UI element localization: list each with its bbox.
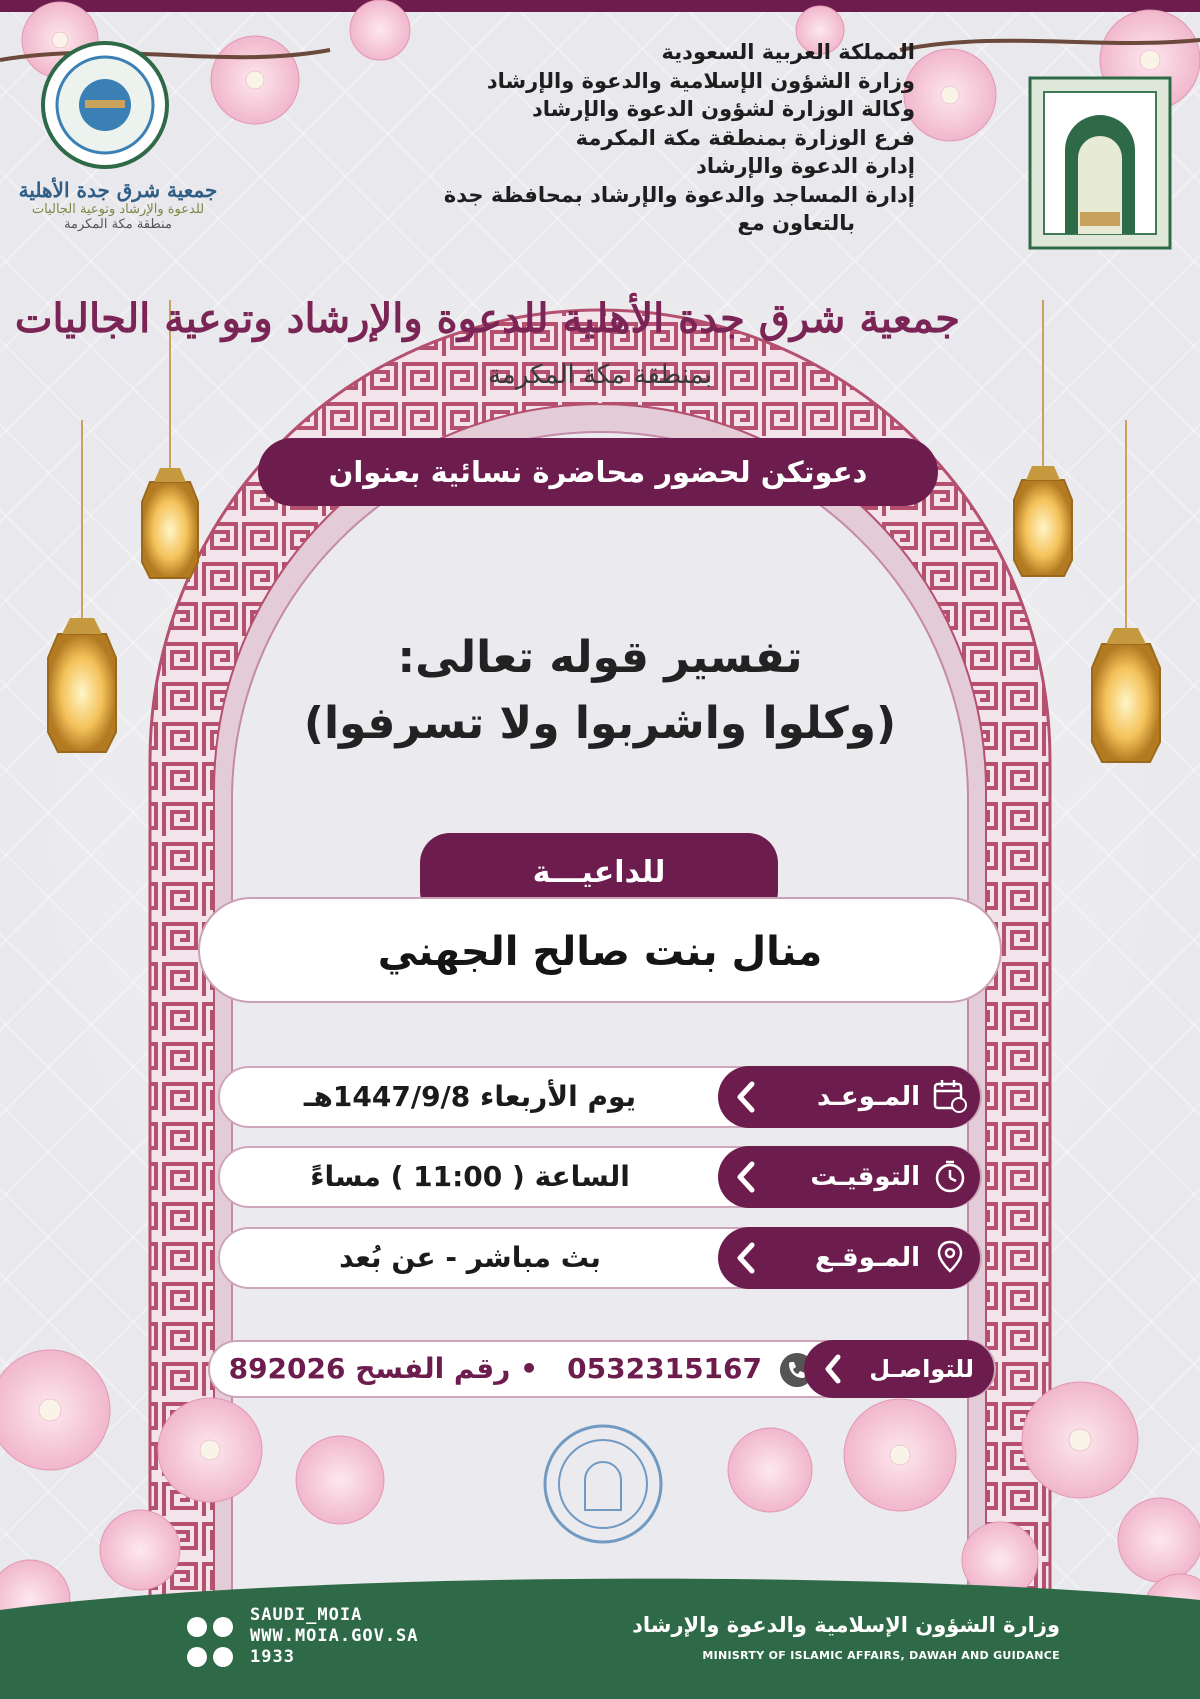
detail-row-location <box>218 1227 982 1289</box>
footer-contacts <box>250 1605 419 1668</box>
lantern-icon <box>1014 300 1072 576</box>
header-line-ministry: وزارة الشؤون الإسلامية والدعوة والإرشاد <box>486 68 915 93</box>
lecture-title <box>240 625 960 757</box>
invitation-banner: دعوتكن لحضور محاضرة نسائية بعنوان <box>258 438 938 506</box>
header-line-mosques: إدارة المساجد والدعوة والإرشاد بمحافظة جدة <box>443 182 915 207</box>
footer-phone[interactable]: 1933 <box>250 1647 295 1667</box>
detail-label-time <box>718 1146 980 1208</box>
contact-row <box>208 1340 996 1398</box>
detail-value-date: يوم الأربعاء 1447/9/8هـ <box>303 1080 637 1113</box>
detail-label-time-text: التوقيـت <box>810 1162 920 1192</box>
speaker-label: للداعيـــة <box>420 833 778 921</box>
detail-label-date-text: المـوعـد <box>817 1082 920 1112</box>
facebook-icon[interactable] <box>187 1647 207 1667</box>
lantern-icon <box>1092 420 1160 762</box>
instagram-icon[interactable] <box>213 1617 233 1637</box>
header-lines <box>280 38 915 238</box>
permit-number: • رقم الفسح 892026 <box>228 1352 538 1385</box>
clock-icon <box>932 1158 968 1194</box>
association-logo-subtitle: للدعوة والإرشاد وتوعية الجاليات <box>31 202 205 217</box>
chevron-left-icon <box>822 1353 842 1385</box>
header-line-branch: فرع الوزارة بمنطقة مكة المكرمة <box>575 125 915 150</box>
association-logo <box>43 43 167 167</box>
footer-handle[interactable]: SAUDI_MOIA <box>250 1605 363 1625</box>
detail-value-location: بث مباشر - عن بُعد <box>339 1241 601 1274</box>
footer-ministry-english: MINISRTY OF ISLAMIC AFFAIRS, DAWAH AND GUIDANCE <box>702 1649 1060 1662</box>
header-line-country: المملكة العربية السعودية <box>661 40 915 64</box>
chevron-left-icon <box>734 1080 756 1114</box>
footer-ministry-arabic: وزارة الشؤون الإسلامية والدعوة والإرشاد <box>632 1613 1060 1637</box>
header-line-cooperation: بالتعاون مع <box>737 211 855 235</box>
whatsapp-icon[interactable] <box>213 1647 233 1667</box>
contact-label-text: للتواصـل <box>869 1355 974 1383</box>
detail-label-location <box>718 1227 980 1289</box>
detail-label-date <box>718 1066 980 1128</box>
lantern-icon <box>48 420 116 752</box>
location-pin-icon <box>932 1239 968 1275</box>
lecture-title-line2: (وكلوا واشربوا ولا تسرفوا) <box>303 698 897 749</box>
detail-row-date <box>218 1066 982 1128</box>
association-region: بمنطقة مكة المكرمة <box>487 360 713 390</box>
association-logo-text <box>18 178 218 232</box>
association-name: جمعية شرق جدة الأهلية للدعوة والإرشاد وتوعية الجاليات <box>14 295 960 342</box>
ministry-logo <box>1030 78 1170 248</box>
speaker-name: منال بنت صالح الجهني <box>198 897 1002 1003</box>
association-logo-region: منطقة مكة المكرمة <box>64 217 172 232</box>
lecture-title-line1: تفسير قوله تعالى: <box>397 632 803 683</box>
header-line-department: إدارة الدعوة والإرشاد <box>696 154 915 178</box>
footer-website[interactable]: WWW.MOIA.GOV.SA <box>250 1626 419 1646</box>
detail-label-location-text: المـوقـع <box>815 1243 920 1273</box>
contact-label <box>804 1340 994 1398</box>
phone-number[interactable]: 0532315167 <box>567 1352 762 1385</box>
calendar-icon <box>932 1078 968 1114</box>
chevron-left-icon <box>734 1160 756 1194</box>
header-line-agency: وكالة الوزارة لشؤون الدعوة والإرشاد <box>532 97 915 121</box>
detail-row-time <box>218 1146 982 1208</box>
social-icons <box>184 1614 236 1674</box>
twitter-icon[interactable] <box>187 1617 207 1637</box>
association-logo-name: جمعية شرق جدة الأهلية <box>18 178 218 202</box>
detail-value-time: الساعة ( 11:00 ) مساءً <box>310 1160 630 1193</box>
chevron-left-icon <box>734 1241 756 1275</box>
